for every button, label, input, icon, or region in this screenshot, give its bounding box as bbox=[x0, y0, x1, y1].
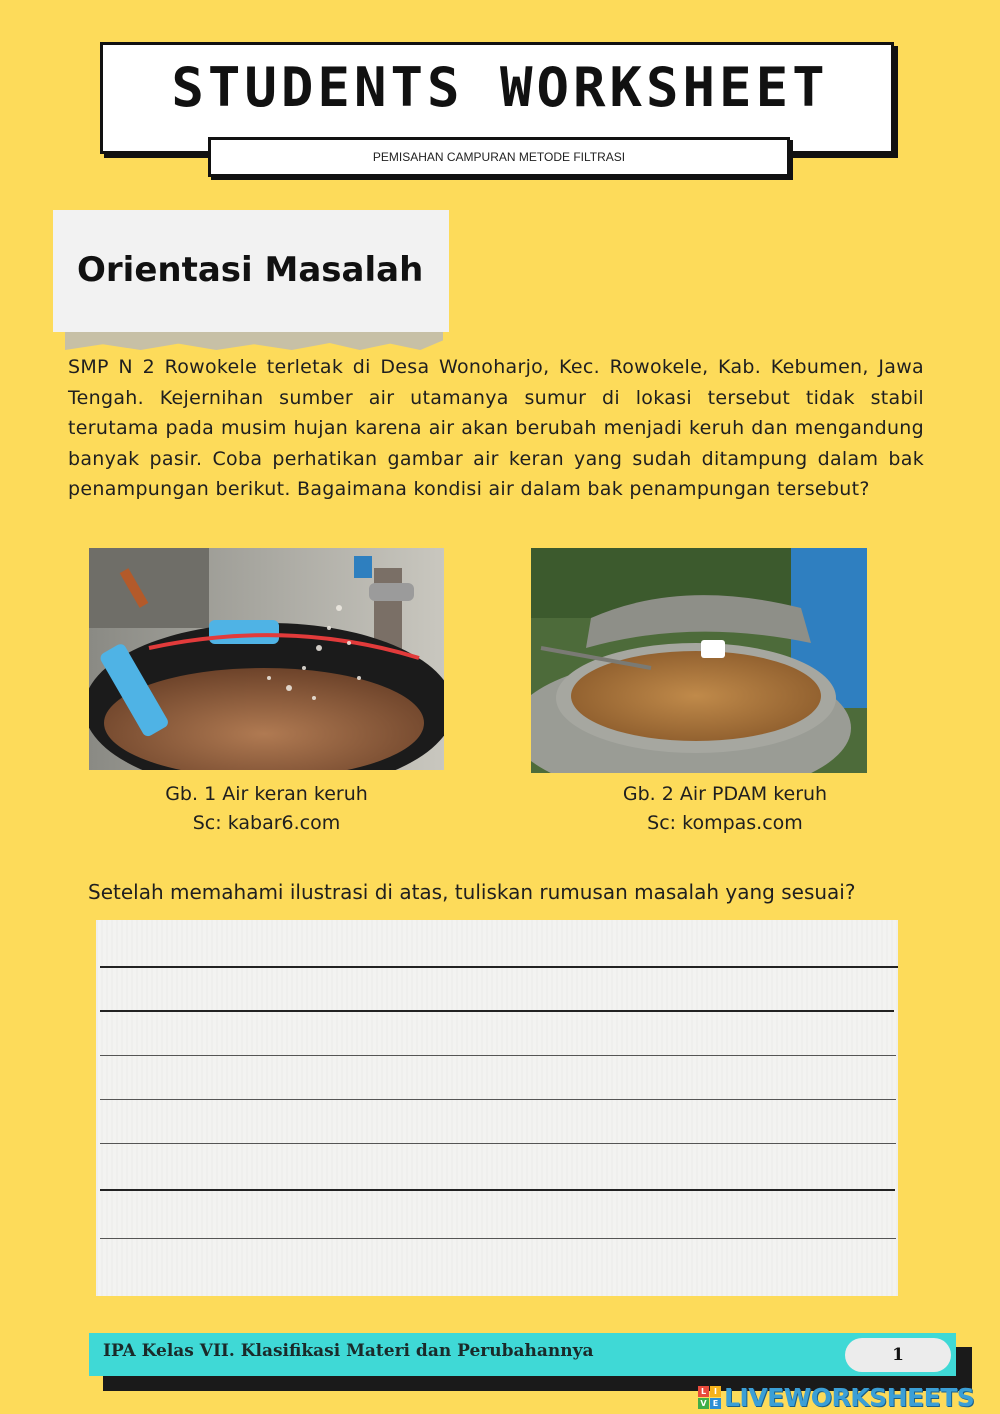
answer-line bbox=[100, 1055, 896, 1056]
answer-line bbox=[100, 1099, 896, 1100]
photo-muddy-pdam-water bbox=[531, 548, 867, 773]
answer-line bbox=[100, 1189, 895, 1191]
figure-1-title: Gb. 1 Air keran keruh bbox=[165, 783, 368, 805]
badge-letter: E bbox=[710, 1398, 721, 1409]
worksheet-subtitle: PEMISAHAN CAMPURAN METODE FILTRASI bbox=[208, 137, 790, 177]
liveworksheets-logo bbox=[698, 1382, 998, 1412]
answer-line bbox=[100, 1238, 896, 1239]
worksheet-title: STUDENTS WORKSHEET bbox=[171, 56, 829, 119]
page-number: 1 bbox=[845, 1338, 951, 1372]
photo-muddy-tap-water bbox=[89, 548, 444, 770]
figure-2-caption bbox=[531, 780, 919, 838]
answer-line bbox=[100, 1143, 896, 1144]
liveworksheets-wordmark: LIVEWORKSHEETS bbox=[724, 1382, 975, 1412]
answer-line bbox=[100, 966, 898, 968]
intro-paragraph: SMP N 2 Rowokele terletak di Desa Wonoharjo, Kec. Rowokele, Kab. Kebumen, Jawa Tengah. Kejernihan sumber air utamanya sumur di lokasi tersebut tidak stabil terutama pada musim hujan karena air akan berubah menjadi keruh dan mengandung banyak pasir. Coba perhatikan gambar air keran yang sudah ditampung dalam bak penampungan berikut. Bagaimana kondisi air dalam bak penampungan tersebut? bbox=[68, 356, 924, 500]
footer-course-title: IPA Kelas VII. Klasifikasi Materi dan Perubahannya bbox=[103, 1341, 594, 1361]
answer-line bbox=[100, 1010, 894, 1012]
question-prompt: Setelah memahami ilustrasi di atas, tuliskan rumusan masalah yang sesuai? bbox=[88, 880, 856, 904]
badge-letter: V bbox=[698, 1398, 709, 1409]
figure-1-caption bbox=[89, 780, 444, 838]
liveworksheets-badge-icon bbox=[698, 1386, 721, 1409]
figure-2-title: Gb. 2 Air PDAM keruh bbox=[622, 783, 828, 805]
figure-1-source: Sc: kabar6.com bbox=[192, 812, 341, 834]
badge-letter: L bbox=[698, 1386, 709, 1397]
section-heading: Orientasi Masalah bbox=[77, 250, 424, 290]
badge-letter: I bbox=[710, 1386, 721, 1397]
figure-2-source: Sc: kompas.com bbox=[647, 812, 803, 834]
answer-area[interactable] bbox=[96, 920, 898, 1296]
